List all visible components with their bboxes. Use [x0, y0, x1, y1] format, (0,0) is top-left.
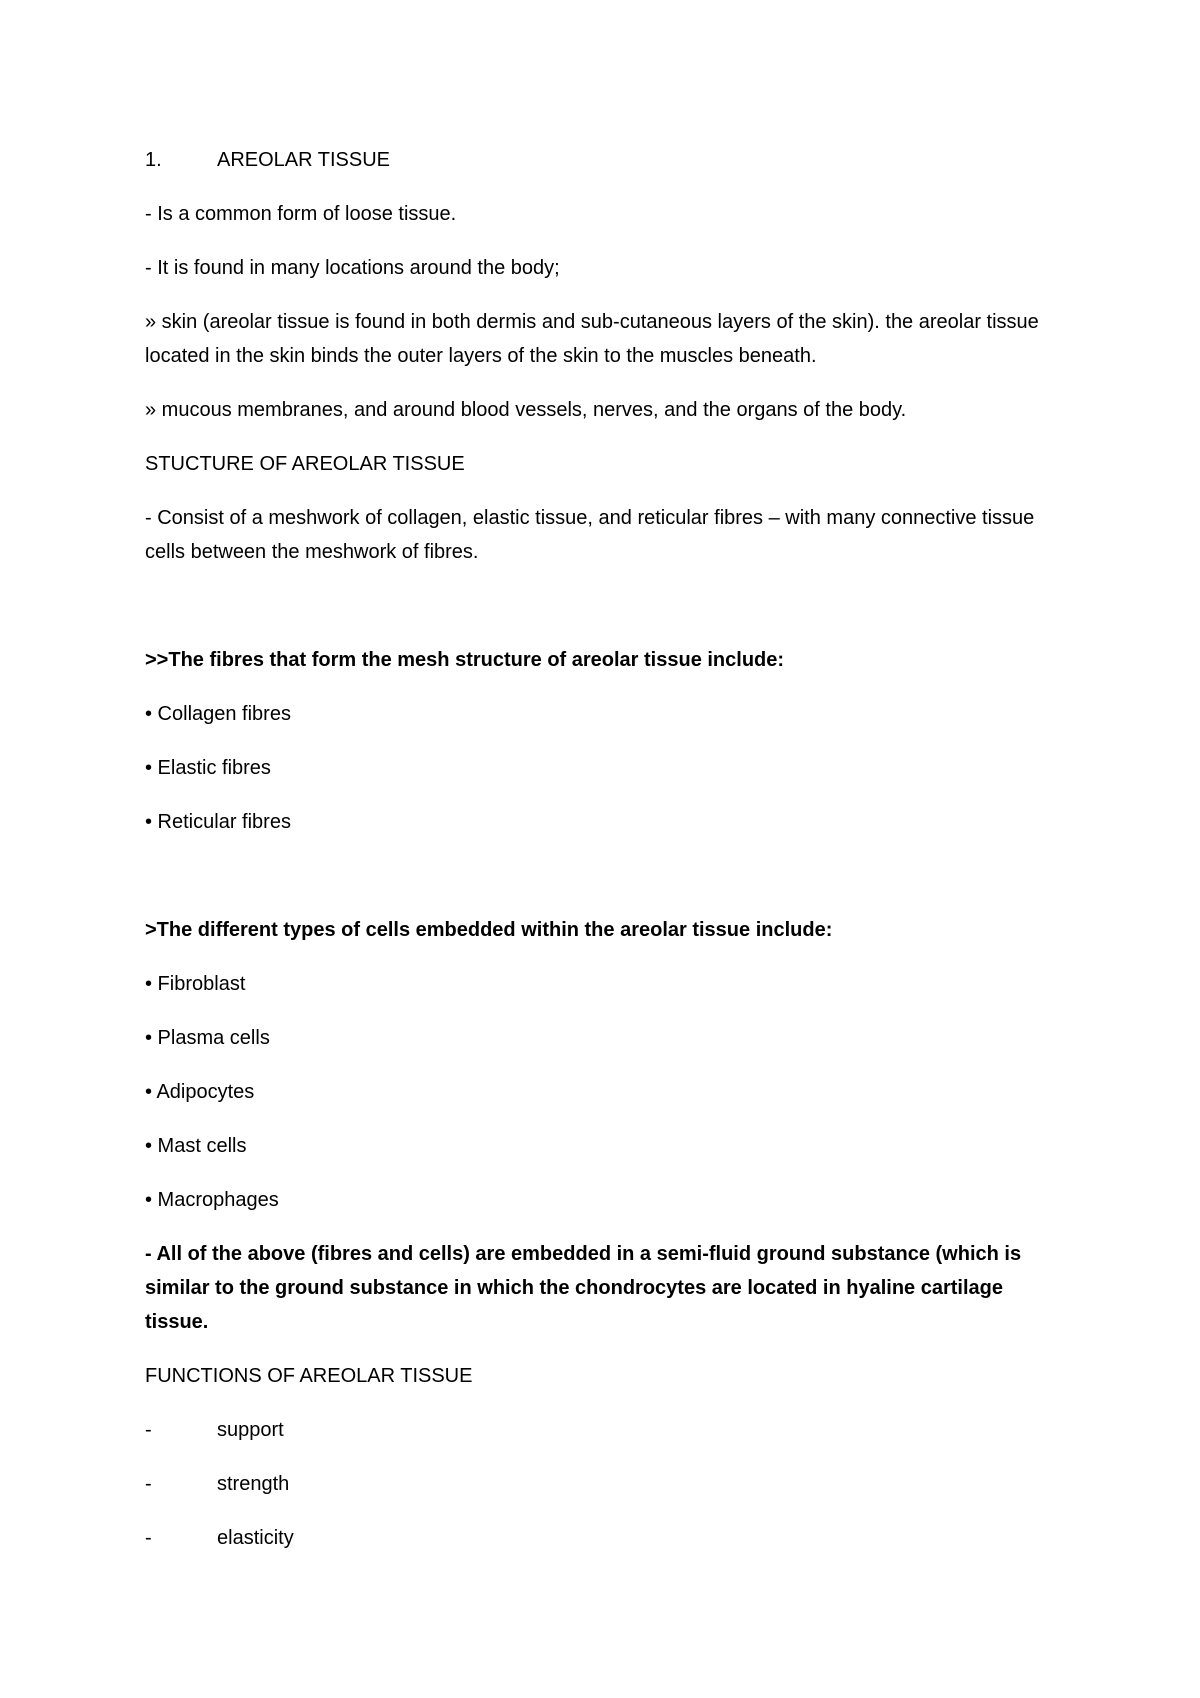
dash-marker: - — [145, 1473, 152, 1495]
fibre-item: • Elastic fibres — [145, 757, 271, 779]
structure-text: - Consist of a meshwork of collagen, elastic tissue, and reticular fibres – with many connective tissue cells between the meshwork of fibres. — [145, 507, 1035, 563]
function-label: elasticity — [217, 1527, 294, 1549]
section-title: AREOLAR TISSUE — [217, 149, 391, 171]
fibre-item: • Reticular fibres — [145, 811, 291, 833]
function-label: strength — [217, 1473, 290, 1495]
intro-line-2: - It is found in many locations around the body; — [145, 257, 560, 279]
cell-item: • Fibroblast — [145, 973, 246, 995]
section-number: 1. — [145, 149, 162, 171]
fibres-heading: >>The fibres that form the mesh structure of areolar tissue include: — [145, 649, 785, 671]
cell-item: • Mast cells — [145, 1135, 247, 1157]
cells-heading: >The different types of cells embedded within the areolar tissue include: — [145, 919, 833, 941]
intro-line-1: - Is a common form of loose tissue. — [145, 203, 457, 225]
structure-heading: STUCTURE OF AREOLAR TISSUE — [145, 453, 465, 475]
function-item — [145, 1467, 1065, 1501]
cell-item: • Plasma cells — [145, 1027, 270, 1049]
location-skin: » skin (areolar tissue is found in both dermis and sub-cutaneous layers of the skin). the areolar tissue located in the skin binds the outer layers of the skin to the muscles beneath. — [145, 311, 1039, 367]
spacer — [145, 859, 1065, 913]
dash-marker: - — [145, 1527, 152, 1549]
cell-item: • Macrophages — [145, 1189, 279, 1211]
function-label: support — [217, 1419, 284, 1441]
fibre-item: • Collagen fibres — [145, 703, 291, 725]
function-item — [145, 1521, 1065, 1555]
function-item — [145, 1413, 1065, 1447]
location-mucous: » mucous membranes, and around blood vessels, nerves, and the organs of the body. — [145, 399, 907, 421]
dash-marker: - — [145, 1419, 152, 1441]
cell-item: • Adipocytes — [145, 1081, 255, 1103]
section-heading — [145, 143, 1065, 177]
functions-heading: FUNCTIONS OF AREOLAR TISSUE — [145, 1365, 473, 1387]
ground-substance-text: - All of the above (fibres and cells) are embedded in a semi-fluid ground substance (which is similar to the ground substance in which the chondrocytes are located in hyaline cartilage tissue. — [145, 1243, 1022, 1333]
spacer — [145, 589, 1065, 643]
document-body — [145, 143, 1065, 1575]
